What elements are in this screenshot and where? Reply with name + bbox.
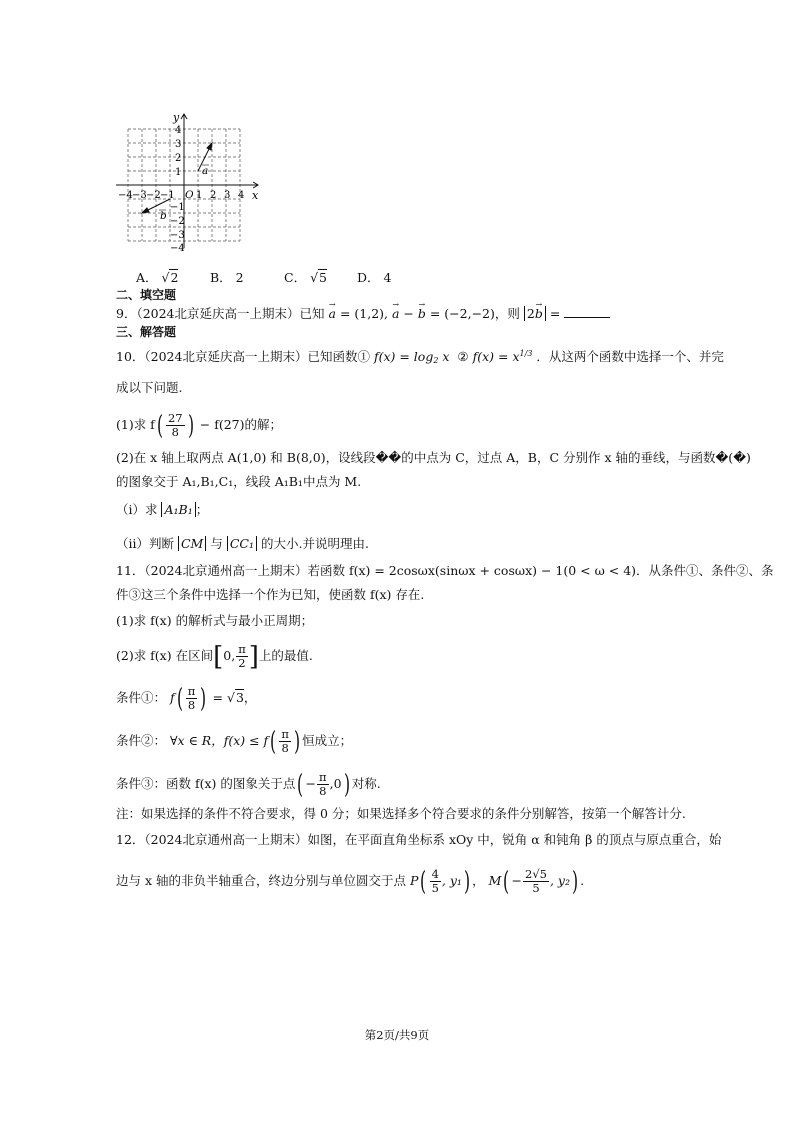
q9-given2: = (−2,−2)，则 <box>429 306 520 321</box>
y-tick: 2 <box>175 153 182 164</box>
fraction-2sqrt5-5 <box>523 868 549 895</box>
q9-prefix: 9．（2024北京延庆高一上期末）已知 <box>116 306 325 321</box>
y-tick: −4 <box>170 243 185 252</box>
x-tick: 1 <box>196 190 203 201</box>
minus-sign: − <box>511 873 523 888</box>
denominator: 2 <box>238 656 246 670</box>
abs-a1b1: A₁B₁ <box>161 502 195 517</box>
q10-func1-var: x <box>442 349 450 364</box>
sqrt-value: 3 <box>235 690 244 705</box>
x-tick: −2 <box>146 190 161 201</box>
question-11-line2: 件③这三个条件中选择一个作为已知，使函数 f(x) 存在. <box>116 587 425 602</box>
vector-b-label: b <box>160 210 167 222</box>
equals: = <box>212 690 223 705</box>
question-10-line1 <box>116 346 724 369</box>
option-value: 2 <box>170 270 179 285</box>
option-letter: B． <box>210 270 232 285</box>
q10-part1-text: (1)求 f <box>116 417 155 432</box>
origin-label: O <box>185 189 194 201</box>
numerator: π <box>319 770 327 784</box>
y-tick: −3 <box>170 230 185 241</box>
q10-part2-i-label: （i）求 <box>116 502 158 517</box>
question-10-line2: 成以下问题. <box>116 380 183 395</box>
q10-part2-line1: (2)在 x 轴上取两点 A(1,0) 和 B(8,0)，设线段��的中点为 C，过点 A，B，C 分别作 x 轴的垂线，与函数�(�) <box>116 450 751 465</box>
x-tick-labels <box>118 190 244 201</box>
q11-part2-end: 上的最值. <box>258 648 313 663</box>
x-tick: 3 <box>224 190 231 201</box>
axes <box>116 114 258 248</box>
q10-part2-ii-label: （ii）判断 <box>116 536 174 551</box>
q11-part2-text: (2)求 f(x) 在区间 <box>116 648 214 663</box>
point-y: ,0 <box>329 776 342 791</box>
denominator: 5 <box>532 881 540 895</box>
section-title-fill-in: 二、填空题 <box>116 288 177 302</box>
abs-cc1: CC₁ <box>227 536 257 551</box>
q9-suffix: = <box>549 306 561 321</box>
q12-end: . <box>580 873 585 888</box>
fraction-4-5 <box>430 868 441 895</box>
condition-end: 恒成立； <box>302 733 353 748</box>
y-tick: 4 <box>175 125 182 136</box>
q10-part1-end: − f(27)的解； <box>199 417 282 432</box>
q11-part1: (1)求 f(x) 的解析式与最小正周期； <box>116 613 314 628</box>
sqrt-sign: √ <box>161 270 170 285</box>
vector-a-symbol: → a <box>329 306 336 322</box>
y-tick: −1 <box>170 202 185 213</box>
q10-part2-ii <box>116 536 369 552</box>
minus-sign: − <box>305 776 317 791</box>
numerator: π <box>238 642 246 656</box>
fraction-pi-2 <box>236 643 248 670</box>
func-f: f <box>170 690 175 705</box>
sqrt-sign: √ <box>226 690 235 705</box>
numerator: 2√5 <box>525 867 547 881</box>
denominator: 8 <box>187 698 196 712</box>
q9-given: = (1,2), <box>339 306 388 321</box>
point-m: M <box>488 873 502 888</box>
q10-part2-i-end: ； <box>195 502 209 517</box>
denominator: 8 <box>319 784 327 798</box>
option-letter: A． <box>136 270 158 285</box>
q11-condition-3: 条件③：函数 f(x) 的图象关于点( − $\frac{\pi}{8}$ ,0) 对称. <box>116 769 381 800</box>
axis-label-x: x <box>252 189 259 202</box>
question-12-line1: 12．（2024北京通州高一上期末）如图，在平面直角坐标系 xOy 中，锐角 α 和钝角 β 的顶点与原点重合，始 <box>116 832 722 847</box>
point-p-y: , y₁ <box>441 873 462 888</box>
q10-part2-line2: 的图象交于 A₁,B₁,C₁，线段 A₁B₁中点为 M. <box>116 474 362 489</box>
vector-a-label: a <box>202 165 209 177</box>
denominator: 5 <box>431 881 439 895</box>
q10-intro-end: ．从这两个函数中选择一个、并完 <box>536 349 724 364</box>
q10-part2-ii-end: 的大小.并说明理由. <box>260 536 369 551</box>
fraction-pi-8 <box>186 685 198 712</box>
q11-note: 注：如果选择的条件不符合要求，得 0 分；如果选择多个符合要求的条件分别解答，按第一个解答计分. <box>116 806 686 821</box>
numerator: 27 <box>167 411 183 425</box>
abs-cm: CM <box>178 536 206 551</box>
q8-option-d <box>357 268 391 286</box>
point-p: P <box>409 873 419 888</box>
option-letter: D． <box>357 270 380 285</box>
axis-label-y: y <box>173 111 180 124</box>
q9-magnitude: 2→ b <box>524 306 546 321</box>
x-tick: −1 <box>160 190 175 201</box>
q10-func1 <box>374 349 450 364</box>
denominator: 8 <box>171 425 179 439</box>
condition-end: 对称. <box>351 776 381 791</box>
vector-a-symbol: → a <box>392 306 399 322</box>
numerator: π <box>281 727 289 741</box>
q10-func1-text: f(x) = log <box>373 349 434 364</box>
denominator: 8 <box>281 741 289 755</box>
numerator: 4 <box>431 867 439 881</box>
condition-end: ， <box>243 690 257 705</box>
y-tick: 3 <box>175 139 182 150</box>
question-11-line1: 11．（2024北京通州高一上期末）若函数 f(x) = 2cosωx(sinωx + cosωx) − 1(0 < ω < 4)．从条件①、条件②、条 <box>116 563 774 578</box>
x-tick: −4 <box>118 190 133 201</box>
option-letter: C． <box>284 270 307 285</box>
circle-two: ② <box>457 349 469 364</box>
sqrt-sign: √ <box>310 270 319 285</box>
fraction-27-8 <box>166 412 185 439</box>
page-footer: 第2页/共9页 <box>364 1028 430 1042</box>
q11-condition-2: 条件②： ∀x ∈ R，f(x) ≤ f( $\frac{\pi}{8}$ ) 恒成立； <box>116 726 353 757</box>
q8-option-c <box>284 268 327 286</box>
x-tick: 4 <box>238 190 245 201</box>
log-base: 2 <box>433 356 439 365</box>
q8-option-a <box>136 268 178 286</box>
condition-label: 条件②： <box>116 733 167 748</box>
q10-intro: 10．（2024北京延庆高一上期末）已知函数① <box>116 349 370 364</box>
vector-b-symbol: → b <box>418 306 426 322</box>
option-value: 2 <box>235 270 244 285</box>
x-tick: 2 <box>210 190 217 201</box>
condition-label: 条件③：函数 f(x) 的图象关于点 <box>116 776 296 791</box>
q10-func2 <box>473 349 533 364</box>
q10-part2-ii-mid: 与 <box>210 536 223 551</box>
answer-blank[interactable] <box>564 305 610 318</box>
q8-option-b <box>210 268 244 286</box>
q11-part2: (2)求 f(x) 在区间[0, $\frac{\pi}{2}$ ]上的最值. <box>116 641 313 672</box>
exponent: 1/3 <box>519 349 533 358</box>
question-9: 9．（2024北京延庆高一上期末）已知 → a = (1,2), → a − → b = (−2,−2)，则 2→ b = <box>116 305 610 322</box>
condition-label: 条件①： <box>116 690 167 705</box>
y-tick: 1 <box>175 167 182 178</box>
q10-part2-i <box>116 502 208 518</box>
q10-part1: (1)求 f( $\frac{27}{8}$ ) − f(27)的解； <box>116 410 282 441</box>
x-tick: −3 <box>132 190 147 201</box>
vector-grid-figure <box>110 110 270 252</box>
fraction-pi-8 <box>279 728 291 755</box>
point-m-y: , y₂ <box>549 873 571 888</box>
option-value: 4 <box>383 270 392 285</box>
y-tick: −2 <box>170 216 185 227</box>
option-value: 5 <box>319 270 327 285</box>
q10-func2-text: f(x) = x <box>472 349 520 364</box>
interval-left: 0, <box>223 648 236 663</box>
question-12-line2: 边与 x 轴的非负半轴重合，终边分别与单位圆交于点 P( $\frac{4}{5}$ , y₁) ， M( − $\frac{2√5}{5}$ , y₂) . <box>116 866 585 897</box>
q11-condition-1: 条件①： f( $\frac{\pi}{8}$ ) = √3， <box>116 683 257 714</box>
y-tick-labels <box>170 125 185 252</box>
numerator: π <box>187 684 196 698</box>
section-title-answer: 三、解答题 <box>116 325 177 339</box>
fraction-pi-8 <box>317 771 329 798</box>
condition-text: ∀x ∈ R，f(x) ≤ f <box>170 733 269 748</box>
q12-line2-text: 边与 x 轴的非负半轴重合，终边分别与单位圆交于点 <box>116 873 406 888</box>
